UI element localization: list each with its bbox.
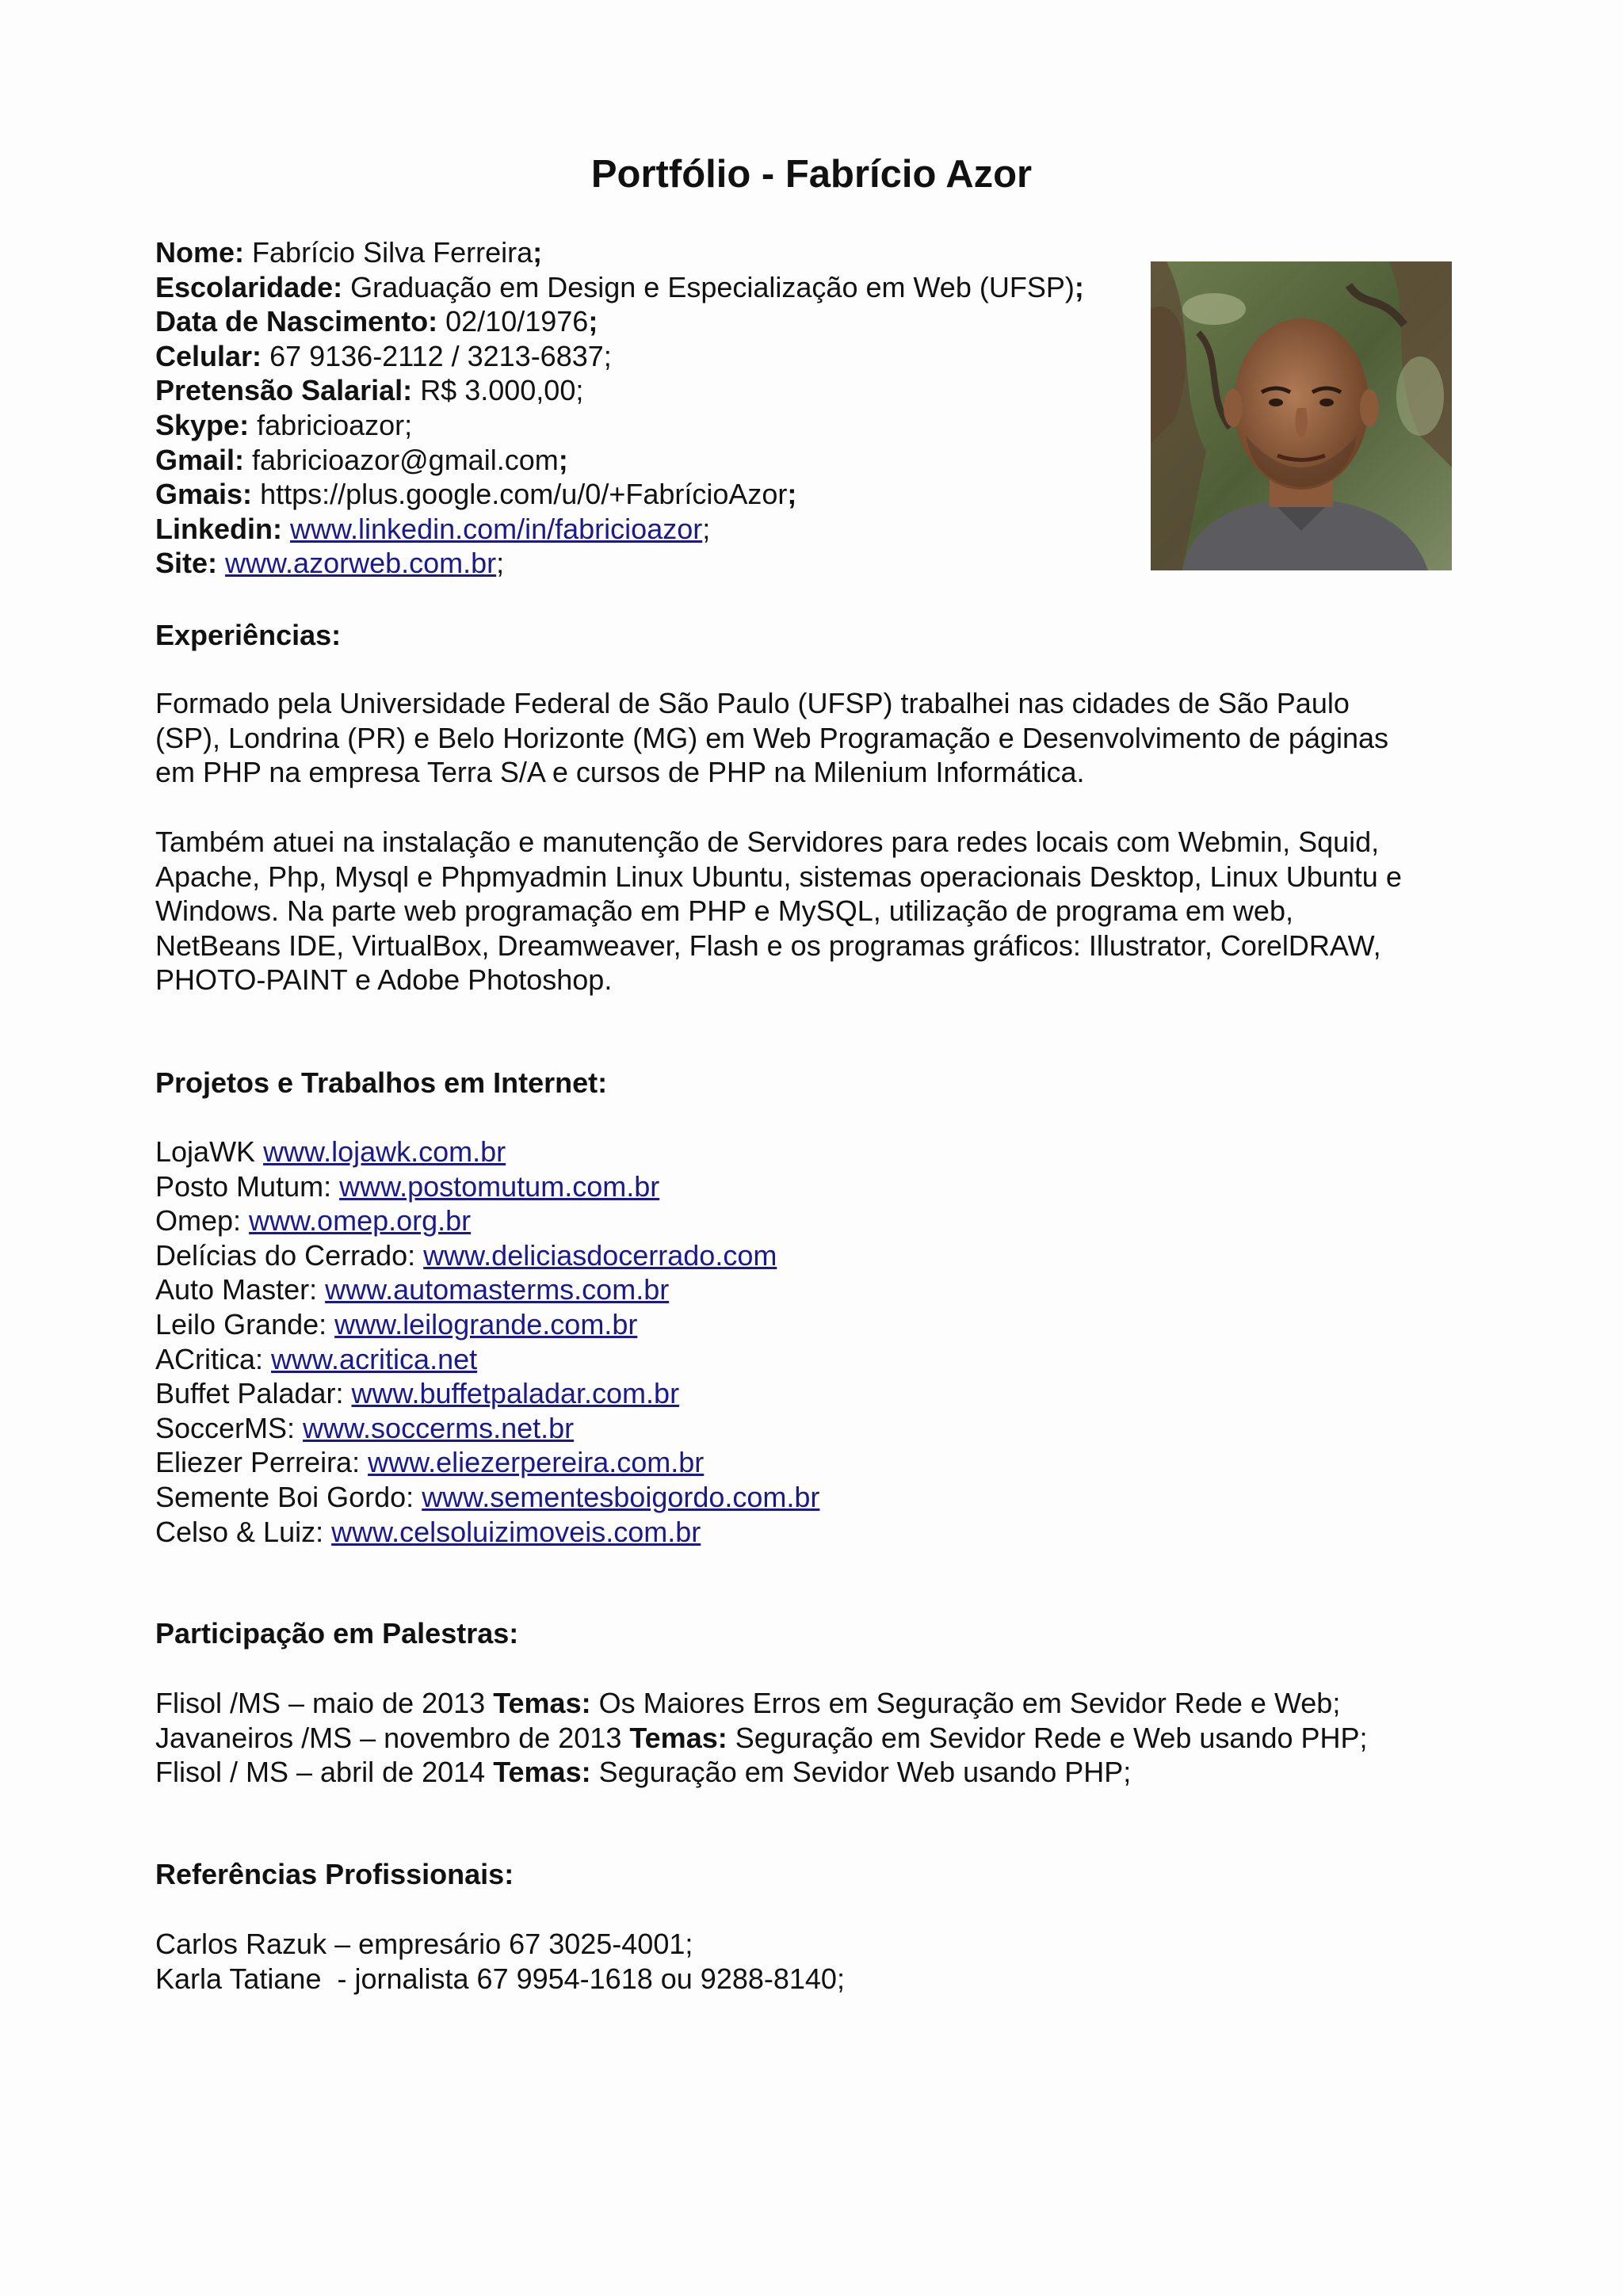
profile-photo	[1151, 261, 1452, 570]
info-gmais: Gmais: https://plus.google.com/u/0/+FabrícioAzor;	[155, 478, 797, 511]
list-item: Posto Mutum: www.postomutum.com.br	[155, 1169, 660, 1203]
list-item: ACritica: www.acritica.net	[155, 1342, 478, 1375]
info-site: Site: www.azorweb.com.br;	[155, 547, 505, 580]
info-pretensao: Pretensão Salarial: R$ 3.000,00;	[155, 374, 584, 407]
page-title: Portfólio - Fabrício Azor	[590, 153, 1033, 196]
paragraph-line: PHOTO-PAINT e Adobe Photoshop.	[155, 963, 613, 997]
project-link[interactable]: www.deliciasdocerrado.com	[423, 1238, 777, 1272]
palestras-heading: Participação em Palestras:	[155, 1617, 519, 1650]
project-link[interactable]: www.sementesboigordo.com.br	[422, 1480, 820, 1513]
project-link[interactable]: www.lojawk.com.br	[263, 1135, 506, 1168]
site-link[interactable]: www.azorweb.com.br	[225, 547, 497, 580]
list-item: Auto Master: www.automasterms.com.br	[155, 1273, 670, 1306]
paragraph-line: Apache, Php, Mysql e Phpmyadmin Linux Ubuntu, sistemas operacionais Desktop, Linux Ubuntu e	[155, 860, 1402, 893]
projetos-list	[155, 1135, 819, 1549]
paragraph-line: NetBeans IDE, VirtualBox, Dreamweaver, Flash e os programas gráficos: Illustrator, CorelDRAW,	[155, 929, 1381, 962]
info-celular: Celular: 67 9136-2112 / 3213-6837;	[155, 339, 612, 372]
list-item: Flisol / MS – abril de 2014 Temas: Seguração em Sevidor Web usando PHP;	[155, 1756, 1132, 1789]
personal-info	[155, 235, 1084, 581]
paragraph-line: em PHP na empresa Terra S/A e cursos de PHP na Milenium Informática.	[155, 756, 1085, 789]
list-item: LojaWK www.lojawk.com.br	[155, 1135, 506, 1168]
list-item: SoccerMS: www.soccerms.net.br	[155, 1411, 575, 1444]
info-escolaridade: Escolaridade: Graduação em Design e Especialização em Web (UFSP);	[155, 270, 1084, 303]
list-item: Javaneiros /MS – novembro de 2013 Temas: Seguração em Sevidor Rede e Web usando PHP;	[155, 1721, 1368, 1754]
list-item: Omep: www.omep.org.br	[155, 1204, 472, 1238]
list-item: Karla Tatiane - jornalista 67 9954-1618 ou 9288-8140;	[155, 1962, 845, 1995]
referencias-list	[155, 1927, 845, 1996]
project-link[interactable]: www.soccerms.net.br	[303, 1411, 575, 1444]
paragraph-line: (SP), Londrina (PR) e Belo Horizonte (MG) em Web Programação e Desenvolvimento de páginas	[155, 721, 1389, 754]
project-link[interactable]: www.acritica.net	[271, 1342, 478, 1375]
palestras-list	[155, 1686, 1368, 1790]
list-item: Celso & Luiz: www.celsoluizimoveis.com.br	[155, 1515, 701, 1548]
info-nascimento: Data de Nascimento: 02/10/1976;	[155, 305, 598, 338]
project-link[interactable]: www.leilogrande.com.br	[334, 1307, 638, 1341]
experiencias-heading: Experiências:	[155, 619, 342, 651]
experiencias-paragraph-1	[155, 686, 1503, 790]
experiencias-paragraph-2	[155, 825, 1503, 997]
linkedin-link[interactable]: www.linkedin.com/in/fabricioazor	[290, 512, 703, 545]
info-skype: Skype: fabricioazor;	[155, 408, 413, 441]
project-link[interactable]: www.postomutum.com.br	[339, 1169, 660, 1203]
project-link[interactable]: www.omep.org.br	[249, 1204, 472, 1238]
info-linkedin: Linkedin: www.linkedin.com/in/fabricioazor;	[155, 512, 711, 545]
project-link[interactable]: www.eliezerpereira.com.br	[368, 1446, 705, 1479]
paragraph-line: Windows. Na parte web programação em PHP e MySQL, utilização de programa em web,	[155, 894, 1293, 928]
list-item: Delícias do Cerrado: www.deliciasdocerrado.com	[155, 1238, 777, 1272]
paragraph-line: Também atuei na instalação e manutenção de Servidores para redes locais com Webmin, Squid,	[155, 826, 1380, 858]
list-item: Buffet Paladar: www.buffetpaladar.com.br	[155, 1377, 680, 1410]
referencias-heading: Referências Profissionais:	[155, 1858, 514, 1890]
projetos-heading: Projetos e Trabalhos em Internet:	[155, 1066, 608, 1099]
list-item: Flisol /MS – maio de 2013 Temas: Os Maiores Erros em Seguração em Sevidor Rede e Web;	[155, 1687, 1341, 1719]
project-link[interactable]: www.celsoluizimoveis.com.br	[331, 1515, 701, 1548]
list-item: Carlos Razuk – empresário 67 3025-4001;	[155, 1928, 693, 1960]
info-nome: Nome: Fabrício Silva Ferreira;	[155, 236, 543, 269]
list-item: Eliezer Perreira: www.eliezerpereira.com.br	[155, 1446, 705, 1479]
project-link[interactable]: www.automasterms.com.br	[325, 1273, 670, 1306]
list-item: Semente Boi Gordo: www.sementesboigordo.com.br	[155, 1480, 820, 1513]
project-link[interactable]: www.buffetpaladar.com.br	[351, 1377, 680, 1410]
list-item: Leilo Grande: www.leilogrande.com.br	[155, 1307, 638, 1341]
paragraph-line: Formado pela Universidade Federal de São Paulo (UFSP) trabalhei nas cidades de São Paulo	[155, 687, 1350, 719]
info-gmail: Gmail: fabricioazor@gmail.com;	[155, 443, 568, 476]
